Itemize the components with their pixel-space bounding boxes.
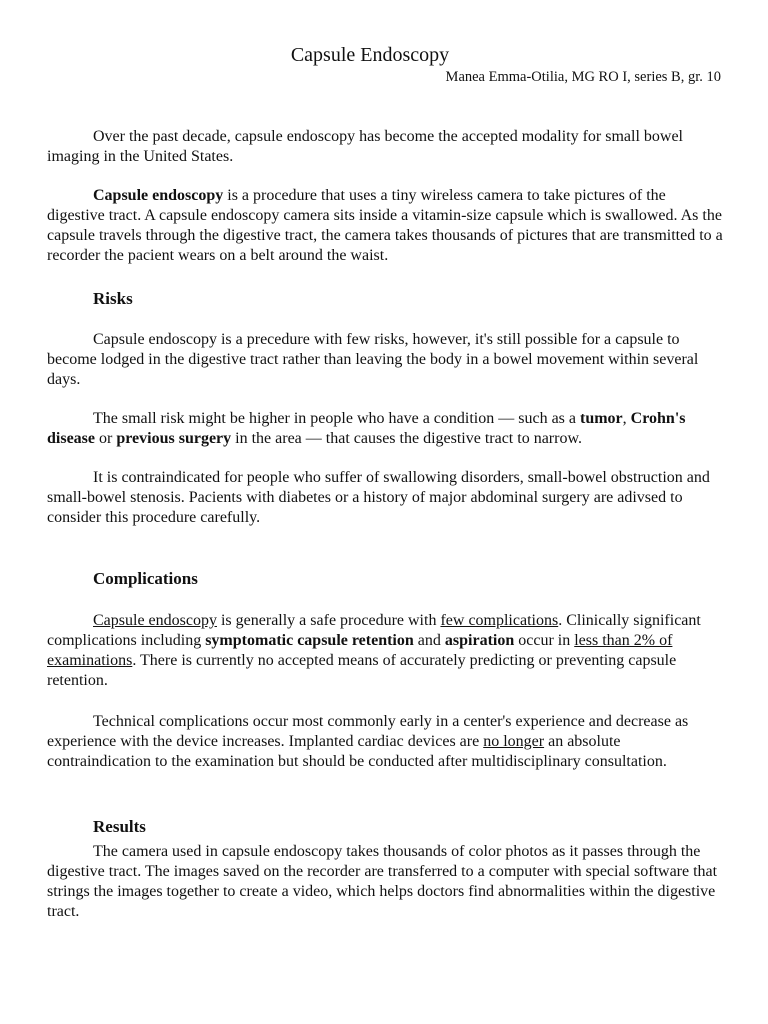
paragraph-text: an absolute contraindication to the examination but should be conducted after multidisciplinary consultation. [47,733,667,770]
underlined-term: few complications [440,612,559,629]
bold-term: tumor [580,410,623,427]
paragraph-text: in the area — that causes the digestive tract to narrow. [231,430,582,447]
underlined-term: Capsule endoscopy [93,612,217,629]
paragraph-text: The small risk might be higher in people who have a condition — such as a [93,410,580,427]
results-paragraph-1: The camera used in capsule endoscopy takes thousands of color photos as it passes through the digestive tract. The images saved on the recorder are transferred to a computer with special software that strings the images together to create a video, which helps doctors find abnormalities within the digestive tract. [47,843,718,920]
risks-paragraph-1: Capsule endoscopy is a precedure with few risks, however, it's still possible for a capsule to become lodged in the digestive tract rather than leaving the body in a bowel movement within several days. [47,331,699,388]
intro-paragraph-1: Over the past decade, capsule endoscopy has become the accepted modality for small bowel imaging in the United States. [47,128,683,165]
paragraph-text: Technical complications occur most commonly early in a center's experience and decrease as experience with the device increases. Implanted cardiac devices are [47,713,689,750]
paragraph-text: is a procedure that uses a tiny wireless camera to take pictures of the digestive tract. A capsule endoscopy camera sits inside a vitamin-size capsule which is swallowed. As the capsule travels through the digestive tract, the camera takes thousands of pictures that are transmitted to a recorder the pacient wears on a belt around the waist. [47,187,723,264]
underlined-term: no longer [483,733,545,750]
intro-paragraph-2 [47,186,727,266]
bold-term: Crohn's disease [47,410,686,447]
paragraph-text: , [622,410,631,427]
author-line: Manea Emma-Otilia, MG RO I, series B, gr. 10 [445,69,721,85]
risks-paragraph-3: It is contraindicated for people who suffer of swallowing disorders, small-bowel obstruction and small-bowel stenosis. Pacients with diabetes or a history of major abdominal surgery are adivsed to consider this procedure carefully. [47,469,710,526]
underlined-term: less than 2% of examinations [47,632,673,669]
bold-term: aspiration [444,632,515,649]
bold-term: previous surgery [116,430,232,447]
paragraph-text: . Clinically significant complications including [47,612,701,649]
complications-paragraph-2 [47,712,727,772]
bold-term: symptomatic capsule retention [205,632,414,649]
paragraph-text: is generally a safe procedure with [216,612,441,629]
complications-paragraph-1 [47,611,727,691]
page-title: Capsule Endoscopy [290,44,450,66]
document-body [47,127,727,922]
paragraph-text: or [95,430,117,447]
bold-term: Capsule endoscopy [93,187,224,204]
risks-paragraph-2 [47,409,727,449]
paragraph-text: and [413,632,445,649]
risks-heading: Risks [93,289,133,308]
paragraph-text: occur in [514,632,575,649]
complications-heading: Complications [93,569,198,588]
paragraph-text: . There is currently no accepted means of accurately predicting or preventing capsule retention. [47,652,677,689]
results-heading: Results [93,817,146,836]
